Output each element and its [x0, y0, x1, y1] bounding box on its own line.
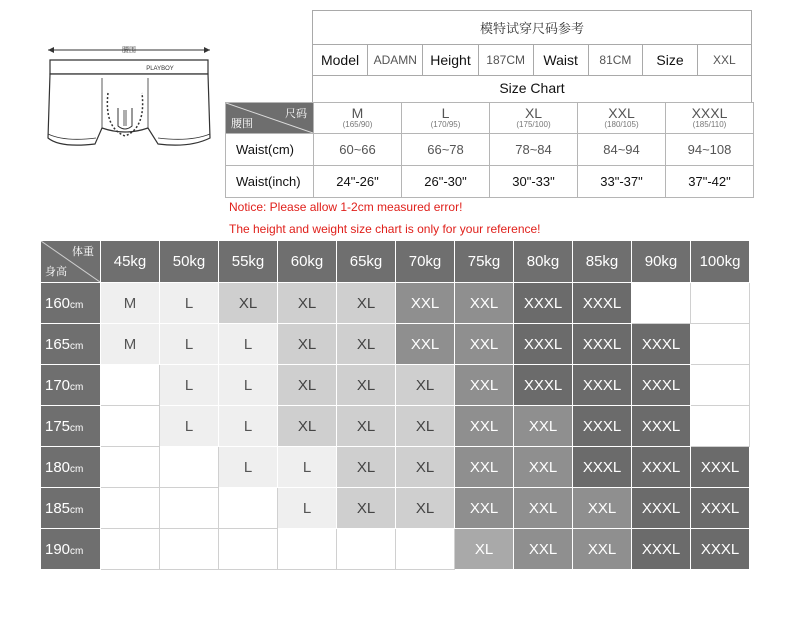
size-recommendation-cell: L	[160, 324, 219, 365]
boxer-briefs-icon	[40, 38, 220, 168]
size-recommendation-cell: XXL	[514, 488, 573, 529]
height-row	[41, 365, 750, 406]
height-value: 190	[45, 540, 71, 558]
size-recommendation-cell: XXL	[514, 447, 573, 488]
size-cell: 66~78	[402, 134, 490, 166]
size-recommendation-cell: XXL	[455, 488, 514, 529]
size-recommendation-cell: XL	[396, 447, 455, 488]
size-recommendation-cell: XXL	[573, 488, 632, 529]
size-chart-title: Size Chart	[312, 74, 752, 102]
weight-height-chart	[40, 240, 750, 570]
weight-header-cell: 70kg	[396, 241, 455, 283]
size-recommendation-cell: XXXL	[573, 324, 632, 365]
model-reference-table	[312, 10, 752, 76]
size-recommendation-cell: XL	[396, 488, 455, 529]
height-row	[41, 447, 750, 488]
size-recommendation-cell: XXXL	[573, 406, 632, 447]
height-value: 187CM	[478, 45, 533, 76]
height-label	[41, 406, 101, 447]
size-recommendation-cell: XXL	[396, 324, 455, 365]
size-recommendation-cell	[691, 324, 750, 365]
height-unit: cm	[70, 340, 84, 352]
waist-value: 81CM	[588, 45, 643, 76]
height-unit: cm	[70, 422, 84, 434]
height-unit: cm	[70, 299, 84, 311]
size-recommendation-cell	[278, 529, 337, 570]
corner-waist-label: 腰围	[231, 118, 253, 130]
corner-size-label: 尺码	[285, 108, 307, 120]
size-recommendation-cell: XXXL	[632, 529, 691, 570]
height-label	[41, 488, 101, 529]
size-recommendation-cell: XXXL	[514, 324, 573, 365]
waist-label: 腰围	[122, 47, 136, 54]
reference-text: The height and weight size chart is only for your reference!	[229, 222, 541, 236]
size-recommendation-cell: XXXL	[632, 406, 691, 447]
weight-header-cell: 60kg	[278, 241, 337, 283]
height-label	[41, 365, 101, 406]
size-recommendation-cell	[219, 529, 278, 570]
size-recommendation-cell	[396, 529, 455, 570]
size-recommendation-cell: XL	[278, 283, 337, 324]
size-recommendation-cell: XXL	[514, 406, 573, 447]
size-recommendation-cell: L	[219, 406, 278, 447]
size-recommendation-cell: XXXL	[573, 365, 632, 406]
size-recommendation-cell	[101, 529, 160, 570]
size-recommendation-cell: XL	[337, 283, 396, 324]
size-recommendation-cell	[219, 488, 278, 529]
weight-header-cell: 75kg	[455, 241, 514, 283]
size-recommendation-cell: XXXL	[514, 283, 573, 324]
row-label: Waist(cm)	[226, 134, 314, 166]
height-value: 165	[45, 335, 71, 353]
size-recommendation-cell: XXXL	[573, 283, 632, 324]
size-recommendation-cell: XXL	[514, 529, 573, 570]
size-header-l: L (170/95)	[402, 103, 490, 134]
height-value: 160	[45, 294, 71, 312]
size-value: XXL	[697, 45, 751, 76]
size-cell: 37"-42"	[666, 166, 754, 198]
model-caption: 模特试穿尺码参考	[313, 11, 752, 45]
size-cell: 84~94	[578, 134, 666, 166]
size-cell: 30"-33"	[490, 166, 578, 198]
corner-height-label: 身高	[45, 266, 67, 278]
size-recommendation-cell	[632, 283, 691, 324]
height-label	[41, 529, 101, 570]
size-recommendation-cell: XXL	[396, 283, 455, 324]
size-recommendation-cell: XXL	[455, 365, 514, 406]
size-recommendation-cell: XL	[278, 406, 337, 447]
size-recommendation-cell: XL	[278, 365, 337, 406]
size-recommendation-cell: XXXL	[691, 447, 750, 488]
size-recommendation-cell: L	[160, 406, 219, 447]
size-cell: 24"-26"	[314, 166, 402, 198]
size-recommendation-cell	[337, 529, 396, 570]
size-recommendation-cell: XXXL	[573, 447, 632, 488]
size-header-xl: XL (175/100)	[490, 103, 578, 134]
size-recommendation-cell: M	[101, 283, 160, 324]
weight-header-cell: 90kg	[632, 241, 691, 283]
size-recommendation-cell: XL	[337, 488, 396, 529]
size-recommendation-cell: XL	[337, 324, 396, 365]
size-row-waist-inch	[226, 166, 754, 198]
size-recommendation-cell: XXL	[455, 406, 514, 447]
size-recommendation-cell: L	[278, 488, 337, 529]
size-header-xxl: XXL (180/105)	[578, 103, 666, 134]
size-recommendation-cell: XL	[219, 283, 278, 324]
size-cell: 78~84	[490, 134, 578, 166]
size-recommendation-cell: XL	[455, 529, 514, 570]
weight-header-cell: 45kg	[101, 241, 160, 283]
size-recommendation-cell: L	[219, 447, 278, 488]
size-recommendation-cell	[691, 406, 750, 447]
size-recommendation-cell: M	[101, 324, 160, 365]
weight-height-corner	[41, 241, 101, 283]
size-recommendation-cell	[101, 406, 160, 447]
size-chart-table	[225, 102, 754, 198]
size-recommendation-cell: XXXL	[632, 488, 691, 529]
size-recommendation-cell: XXXL	[632, 324, 691, 365]
height-unit: cm	[70, 463, 84, 475]
size-recommendation-cell	[160, 447, 219, 488]
size-recommendation-cell: XXL	[455, 324, 514, 365]
size-recommendation-cell	[101, 488, 160, 529]
size-cell: 33"-37"	[578, 166, 666, 198]
size-recommendation-cell: L	[160, 283, 219, 324]
size-recommendation-cell: XXXL	[632, 365, 691, 406]
height-label: Height	[423, 45, 478, 76]
height-row	[41, 324, 750, 365]
height-value: 175	[45, 417, 71, 435]
corner-weight-label: 体重	[72, 246, 94, 258]
height-unit: cm	[70, 381, 84, 393]
waist-label: Waist	[533, 45, 588, 76]
size-recommendation-cell: XL	[337, 406, 396, 447]
weight-header-cell: 50kg	[160, 241, 219, 283]
size-recommendation-cell	[160, 488, 219, 529]
underwear-illustration	[40, 38, 220, 168]
weight-header-cell: 65kg	[337, 241, 396, 283]
size-chart-corner	[226, 103, 314, 134]
size-recommendation-cell: XXXL	[514, 365, 573, 406]
size-recommendation-cell: L	[278, 447, 337, 488]
size-recommendation-cell: XXXL	[632, 447, 691, 488]
size-recommendation-cell	[101, 365, 160, 406]
size-recommendation-cell	[101, 447, 160, 488]
brand-label: PLAYBOY	[146, 66, 174, 72]
size-recommendation-cell	[691, 365, 750, 406]
notice-text: Notice: Please allow 1-2cm measured error!	[229, 200, 463, 214]
size-header-xxxl: XXXL (185/110)	[666, 103, 754, 134]
size-recommendation-cell: XL	[278, 324, 337, 365]
weight-header-cell: 85kg	[573, 241, 632, 283]
size-recommendation-cell	[160, 529, 219, 570]
size-recommendation-cell: L	[219, 324, 278, 365]
height-value: 185	[45, 499, 71, 517]
size-recommendation-cell: XXL	[455, 283, 514, 324]
size-recommendation-cell: L	[219, 365, 278, 406]
height-value: 170	[45, 376, 71, 394]
height-row	[41, 529, 750, 570]
size-cell: 26"-30"	[402, 166, 490, 198]
size-recommendation-cell: XXL	[455, 447, 514, 488]
height-unit: cm	[70, 545, 84, 557]
height-value: 180	[45, 458, 71, 476]
size-label: Size	[643, 45, 697, 76]
size-header-m: M (165/90)	[314, 103, 402, 134]
height-label	[41, 283, 101, 324]
size-recommendation-cell: XL	[396, 406, 455, 447]
row-label: Waist(inch)	[226, 166, 314, 198]
model-value: ADAMN	[368, 45, 423, 76]
weight-header-cell: 55kg	[219, 241, 278, 283]
size-recommendation-cell: XL	[337, 365, 396, 406]
weight-header-cell: 100kg	[691, 241, 750, 283]
height-label	[41, 447, 101, 488]
weight-header-cell: 80kg	[514, 241, 573, 283]
height-label	[41, 324, 101, 365]
size-recommendation-cell	[691, 283, 750, 324]
height-row	[41, 406, 750, 447]
size-row-waist-cm	[226, 134, 754, 166]
model-label: Model	[313, 45, 368, 76]
size-cell: 60~66	[314, 134, 402, 166]
size-recommendation-cell: L	[160, 365, 219, 406]
size-cell: 94~108	[666, 134, 754, 166]
height-row	[41, 283, 750, 324]
weight-header-row	[41, 241, 750, 283]
height-unit: cm	[70, 504, 84, 516]
size-recommendation-cell: XXXL	[691, 488, 750, 529]
size-recommendation-cell: XL	[396, 365, 455, 406]
size-recommendation-cell: XXXL	[691, 529, 750, 570]
height-row	[41, 488, 750, 529]
size-recommendation-cell: XXL	[573, 529, 632, 570]
size-recommendation-cell: XL	[337, 447, 396, 488]
